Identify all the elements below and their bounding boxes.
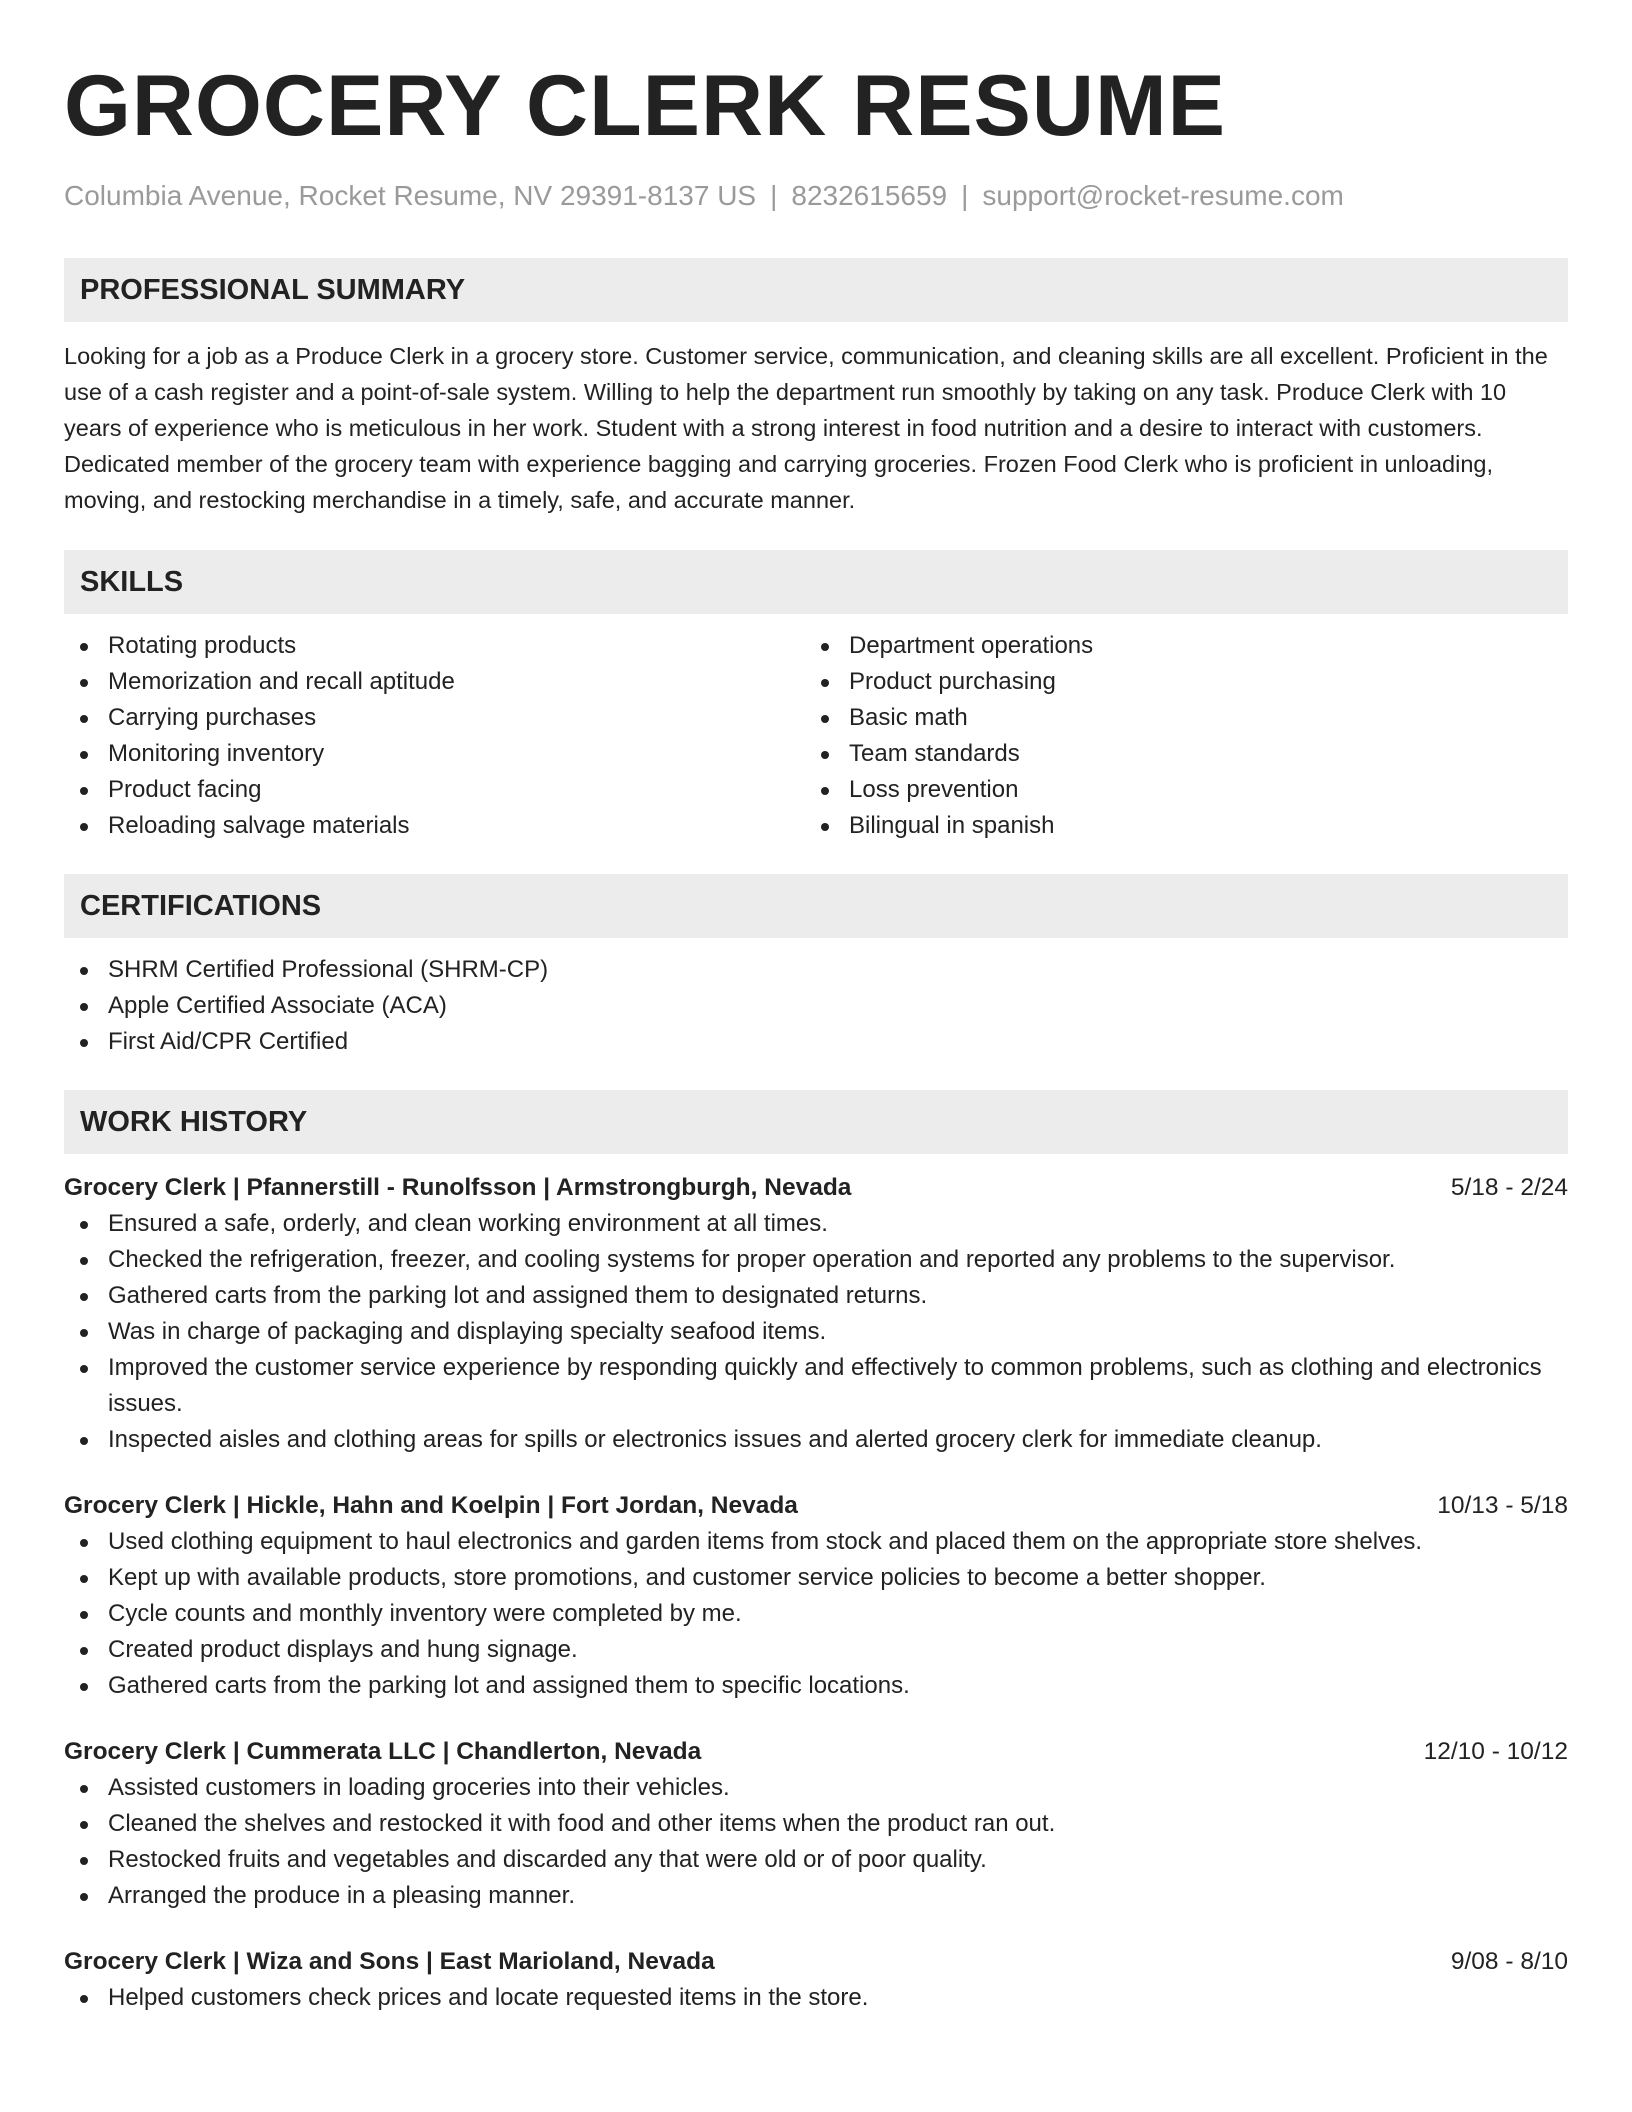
skill-item: Product purchasing [805, 664, 1546, 700]
job-bullet: Arranged the produce in a pleasing manner. [64, 1878, 1568, 1914]
job-header [64, 1944, 1568, 1980]
skill-item: Product facing [64, 772, 805, 808]
job-bullet: Cycle counts and monthly inventory were completed by me. [64, 1596, 1568, 1632]
job-title: Grocery Clerk | Wiza and Sons | East Marioland, Nevada [64, 1948, 715, 1975]
skill-item: Monitoring inventory [64, 736, 805, 772]
job-dates: 12/10 - 10/12 [1423, 1738, 1568, 1765]
skills-column-left [64, 628, 805, 844]
certification-item: Apple Certified Associate (ACA) [64, 988, 1568, 1024]
job-bullet: Gathered carts from the parking lot and assigned them to designated returns. [64, 1278, 1568, 1314]
job-bullet: Improved the customer service experience by responding quickly and effectively to common problems, such as clothing and electronics issues. [64, 1350, 1568, 1422]
certification-item: SHRM Certified Professional (SHRM-CP) [64, 952, 1568, 988]
job-bullet: Helped customers check prices and locate requested items in the store. [64, 1980, 1568, 2016]
job-bullet: Cleaned the shelves and restocked it with food and other items when the product ran out. [64, 1806, 1568, 1842]
certifications-section-header: CERTIFICATIONS [64, 874, 1568, 938]
skill-item: Carrying purchases [64, 700, 805, 736]
skill-item: Department operations [805, 628, 1546, 664]
job-bullets [64, 1206, 1568, 1458]
job-bullet: Created product displays and hung signage. [64, 1632, 1568, 1668]
job-title: Grocery Clerk | Pfannerstill - Runolfsson | Armstrongburgh, Nevada [64, 1174, 852, 1201]
skill-item: Rotating products [64, 628, 805, 664]
contact-phone: 8232615659 [791, 180, 948, 211]
skills-section-header: SKILLS [64, 550, 1568, 614]
job-header [64, 1170, 1568, 1206]
job-entry [64, 1170, 1568, 1458]
contact-line [64, 178, 1568, 214]
job-dates: 9/08 - 8/10 [1450, 1948, 1568, 1975]
job-bullets [64, 1980, 1568, 2016]
job-bullet: Kept up with available products, store promotions, and customer service policies to become a better shopper. [64, 1560, 1568, 1596]
job-bullets [64, 1524, 1568, 1704]
resume-title: GROCERY CLERK RESUME [64, 58, 1227, 154]
job-bullet: Inspected aisles and clothing areas for spills or electronics issues and alerted grocery clerk for immediate cleanup. [64, 1422, 1568, 1458]
skill-item: Bilingual in spanish [805, 808, 1546, 844]
skills-list [64, 628, 1568, 844]
summary-section-header: PROFESSIONAL SUMMARY [64, 258, 1568, 322]
summary-text: Looking for a job as a Produce Clerk in a grocery store. Customer service, communication, and cleaning skills are all excellent. Proficient in the use of a cash register and a point-of-sale system. Willing to help the department run smoothly by taking on any task. Produce Clerk with 10 years of experience who is meticulous in her work. Student with a strong interest in food nutrition and a desire to interact with customers. Dedicated member of the grocery team with experience bagging and carrying groceries. Frozen Food Clerk who is proficient in unloading, moving, and restocking merchandise in a timely, safe, and accurate manner. [64, 343, 1548, 513]
job-bullet: Checked the refrigeration, freezer, and cooling systems for proper operation and reported any problems to the supervisor. [64, 1242, 1568, 1278]
skill-item: Reloading salvage materials [64, 808, 805, 844]
job-bullet: Used clothing equipment to haul electronics and garden items from stock and placed them on the appropriate store shelves. [64, 1524, 1568, 1560]
job-bullet: Gathered carts from the parking lot and assigned them to specific locations. [64, 1668, 1568, 1704]
job-bullet: Restocked fruits and vegetables and discarded any that were old or of poor quality. [64, 1842, 1568, 1878]
job-bullet: Assisted customers in loading groceries into their vehicles. [64, 1770, 1568, 1806]
certifications-list [64, 952, 1568, 1060]
job-title: Grocery Clerk | Hickle, Hahn and Koelpin | Fort Jordan, Nevada [64, 1492, 798, 1519]
skill-item: Memorization and recall aptitude [64, 664, 805, 700]
skill-item: Loss prevention [805, 772, 1546, 808]
skills-column-right [805, 628, 1546, 844]
skill-item: Team standards [805, 736, 1546, 772]
certification-item: First Aid/CPR Certified [64, 1024, 1568, 1060]
job-bullet: Was in charge of packaging and displaying specialty seafood items. [64, 1314, 1568, 1350]
job-bullets [64, 1770, 1568, 1914]
job-header [64, 1488, 1568, 1524]
contact-separator: | [961, 180, 969, 211]
work-history-section-header: WORK HISTORY [64, 1090, 1568, 1154]
job-entry [64, 1944, 1568, 2016]
job-title: Grocery Clerk | Cummerata LLC | Chandlerton, Nevada [64, 1738, 702, 1765]
job-header [64, 1734, 1568, 1770]
job-entry [64, 1488, 1568, 1704]
job-dates: 10/13 - 5/18 [1437, 1492, 1568, 1519]
contact-separator: | [770, 180, 778, 211]
job-dates: 5/18 - 2/24 [1450, 1174, 1568, 1201]
job-entry [64, 1734, 1568, 1914]
contact-address: Columbia Avenue, Rocket Resume, NV 29391-8137 US [64, 180, 757, 211]
job-bullet: Ensured a safe, orderly, and clean working environment at all times. [64, 1206, 1568, 1242]
contact-email: support@rocket-resume.com [982, 180, 1344, 211]
skill-item: Basic math [805, 700, 1546, 736]
